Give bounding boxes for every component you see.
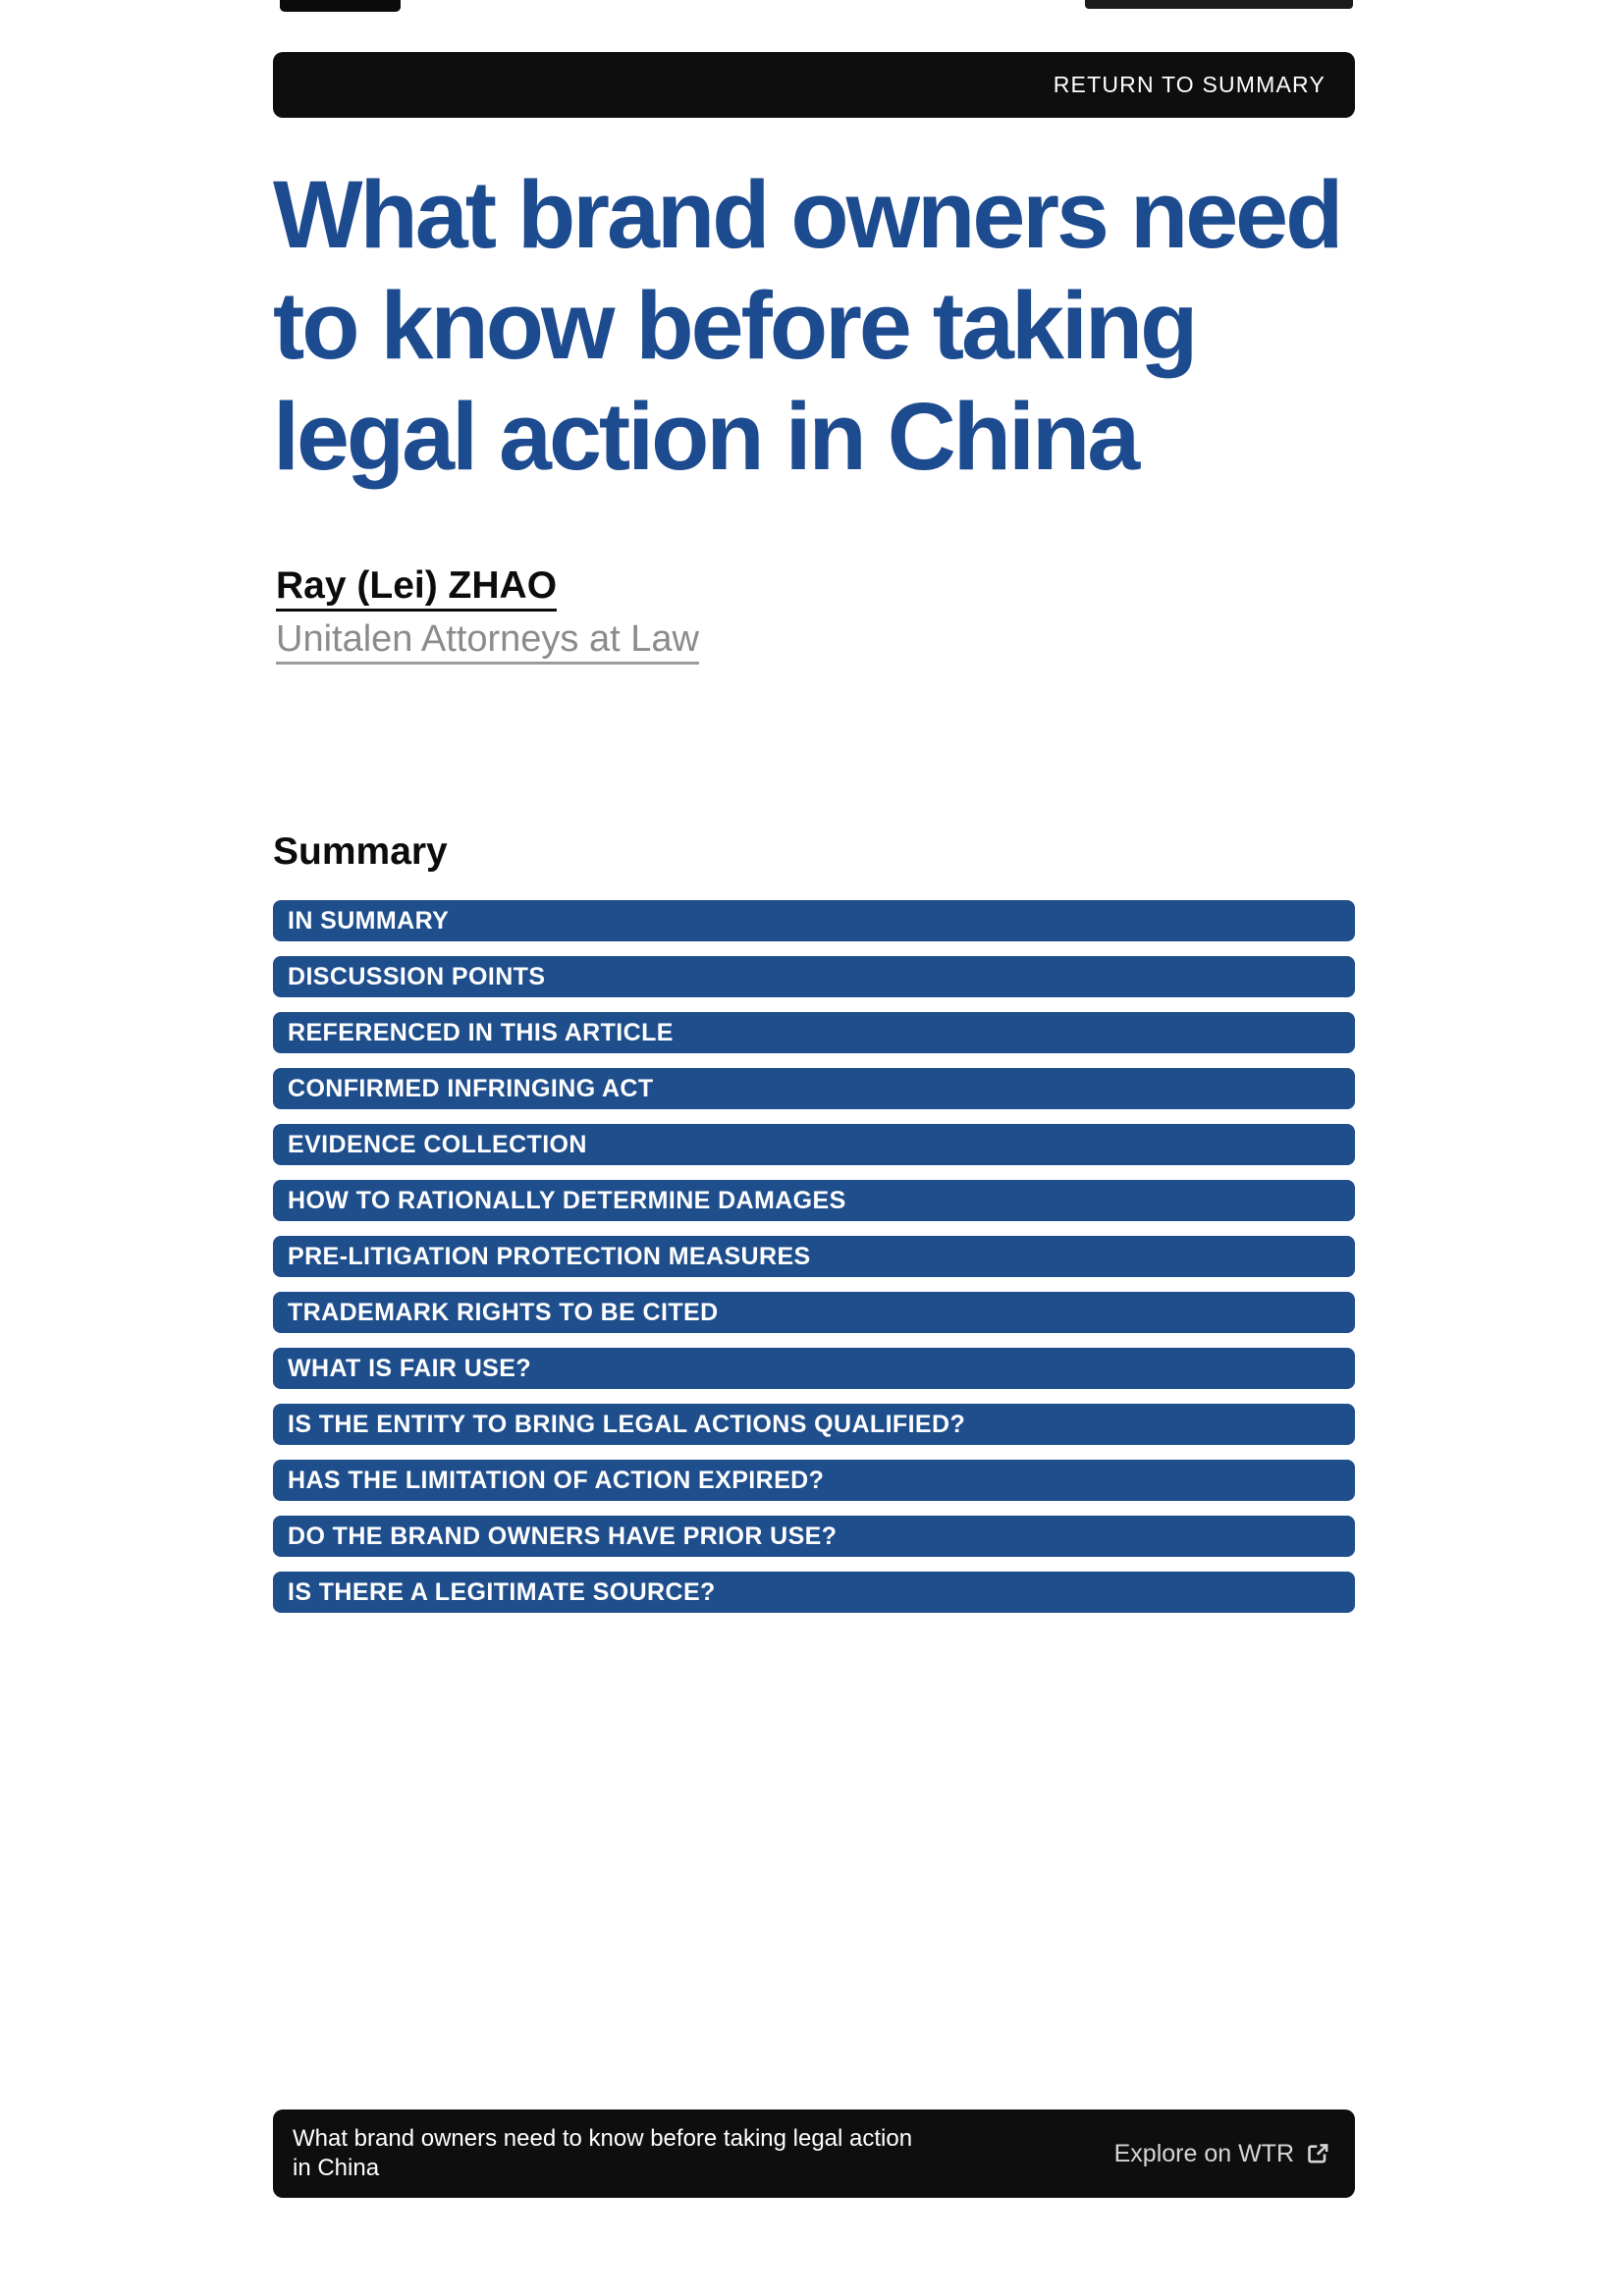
footer-article-title bbox=[293, 2124, 912, 2183]
explore-on-wtr-label: Explore on WTR bbox=[1113, 2139, 1294, 2167]
return-to-summary-button[interactable]: RETURN TO SUMMARY bbox=[273, 52, 1355, 118]
summary-bar-has-limitation-of-action-expired[interactable]: HAS THE LIMITATION OF ACTION EXPIRED? bbox=[273, 1460, 1355, 1501]
summary-bar-is-the-entity-qualified[interactable]: IS THE ENTITY TO BRING LEGAL ACTIONS QUALIFIED? bbox=[273, 1404, 1355, 1445]
summary-bar-trademark-rights-to-be-cited[interactable]: TRADEMARK RIGHTS TO BE CITED bbox=[273, 1292, 1355, 1333]
page-title-line-1: What brand owners need bbox=[273, 161, 1341, 268]
page-title-line-2: to know before taking bbox=[273, 272, 1196, 379]
summary-bar-in-summary[interactable]: IN SUMMARY bbox=[273, 900, 1355, 941]
summary-bar-evidence-collection[interactable]: EVIDENCE COLLECTION bbox=[273, 1124, 1355, 1165]
page-title bbox=[273, 159, 1340, 492]
summary-bar-how-to-rationally-determine-damages[interactable]: HOW TO RATIONALLY DETERMINE DAMAGES bbox=[273, 1180, 1355, 1221]
summary-bar-pre-litigation-protection-measures[interactable]: PRE-LITIGATION PROTECTION MEASURES bbox=[273, 1236, 1355, 1277]
external-link-icon bbox=[1306, 2142, 1329, 2165]
summary-bar-referenced-in-this-article[interactable]: REFERENCED IN THIS ARTICLE bbox=[273, 1012, 1355, 1053]
page-title-line-3: legal action in China bbox=[273, 383, 1138, 490]
explore-on-wtr-link[interactable] bbox=[1114, 2140, 1329, 2168]
summary-bar-is-there-a-legitimate-source[interactable]: IS THERE A LEGITIMATE SOURCE? bbox=[273, 1572, 1355, 1613]
footer-article-title-line-1: What brand owners need to know before taking legal action bbox=[293, 2125, 913, 2152]
summary-nav-list bbox=[273, 900, 1355, 1628]
summary-bar-discussion-points[interactable]: DISCUSSION POINTS bbox=[273, 956, 1355, 997]
summary-bar-what-is-fair-use[interactable]: WHAT IS FAIR USE? bbox=[273, 1348, 1355, 1389]
footer-article-title-line-2: in China bbox=[293, 2155, 380, 2181]
author-name-link[interactable]: Ray (Lei) ZHAO bbox=[276, 564, 557, 612]
previous-page-cropped-bar-left bbox=[280, 0, 401, 12]
summary-bar-confirmed-infringing-act[interactable]: CONFIRMED INFRINGING ACT bbox=[273, 1068, 1355, 1109]
footer-bar bbox=[273, 2109, 1355, 2198]
summary-bar-do-brand-owners-have-prior-use[interactable]: DO THE BRAND OWNERS HAVE PRIOR USE? bbox=[273, 1516, 1355, 1557]
author-firm-link[interactable]: Unitalen Attorneys at Law bbox=[276, 617, 699, 665]
previous-page-cropped-bar-right bbox=[1085, 0, 1353, 9]
summary-heading: Summary bbox=[273, 830, 448, 873]
